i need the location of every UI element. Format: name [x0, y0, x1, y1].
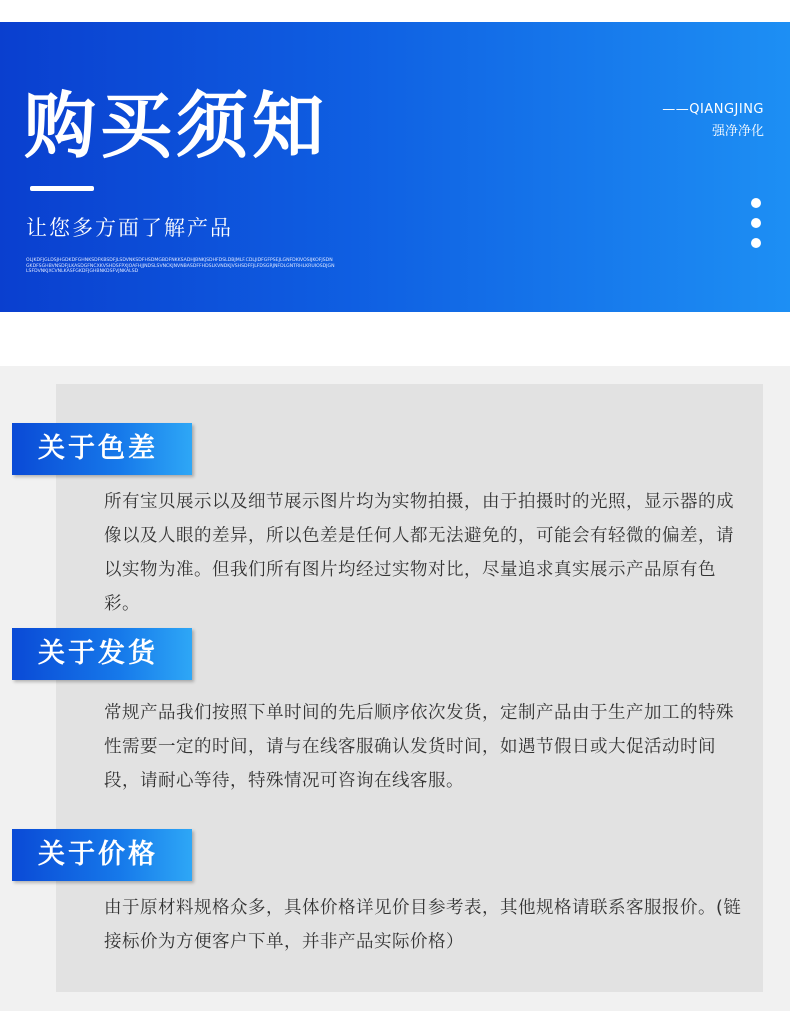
- section-body-color: 所有宝贝展示以及细节展示图片均为实物拍摄，由于拍摄时的光照，显示器的成像以及人眼的差异，所以色差是任何人都无法避免的，可能会有轻微的偏差，请以实物为准。但我们所有图片均经过实物对比，尽量追求真实展示产品原有色彩。: [104, 492, 734, 614]
- section-heading-color: 关于色差: [12, 423, 192, 475]
- section-body-shipping: 常规产品我们按照下单时间的先后顺序依次发货，定制产品由于生产加工的特殊性需要一定的时间，请与在线客服确认发货时间，如遇节假日或大促活动时间段，请耐心等待，特殊情况可咨询在线客服。: [104, 703, 734, 791]
- brand-chinese: 强净净化: [711, 124, 764, 139]
- decorative-micro-text: OLJKDFJGLDSJHGDKDFGHNKSDFKBSDFJLSDVNKSDFHSDMGBDFNKKSADHJBNKJSDHFDSLDBJMLF.CDLJIDFGFPSEJLGNFDKIVOSIJKOFJSDNGKDFSGHBVNSDFJLKASDGFNCXKVSHDSFPXJOAFHJJNDSLSVNCKJNVNBASDFFHDSLKVNDKJVSHSDFFJLFDSGRJNFDLGNTRHLKRUIOSDJGNLSFDVNKJXCVNLKASFGKDFJGHBNKDSFVJNKALSD: [26, 258, 335, 274]
- title-underline: [30, 186, 94, 191]
- section-heading-shipping: 关于发货: [12, 628, 192, 680]
- header-banner: [0, 22, 790, 312]
- section-body-price: 由于原材料规格众多，具体价格详见价目参考表，其他规格请联系客服报价。(链接标价为方便客户下单，并非产品实际价格）: [104, 898, 742, 952]
- section-heading-price: 关于价格: [12, 829, 192, 881]
- brand-english: ——QIANGJING: [662, 102, 764, 117]
- page-subtitle: 让您多方面了解产品: [26, 216, 233, 240]
- three-dots-icon: [751, 198, 761, 258]
- page-title: 购买须知: [24, 84, 329, 168]
